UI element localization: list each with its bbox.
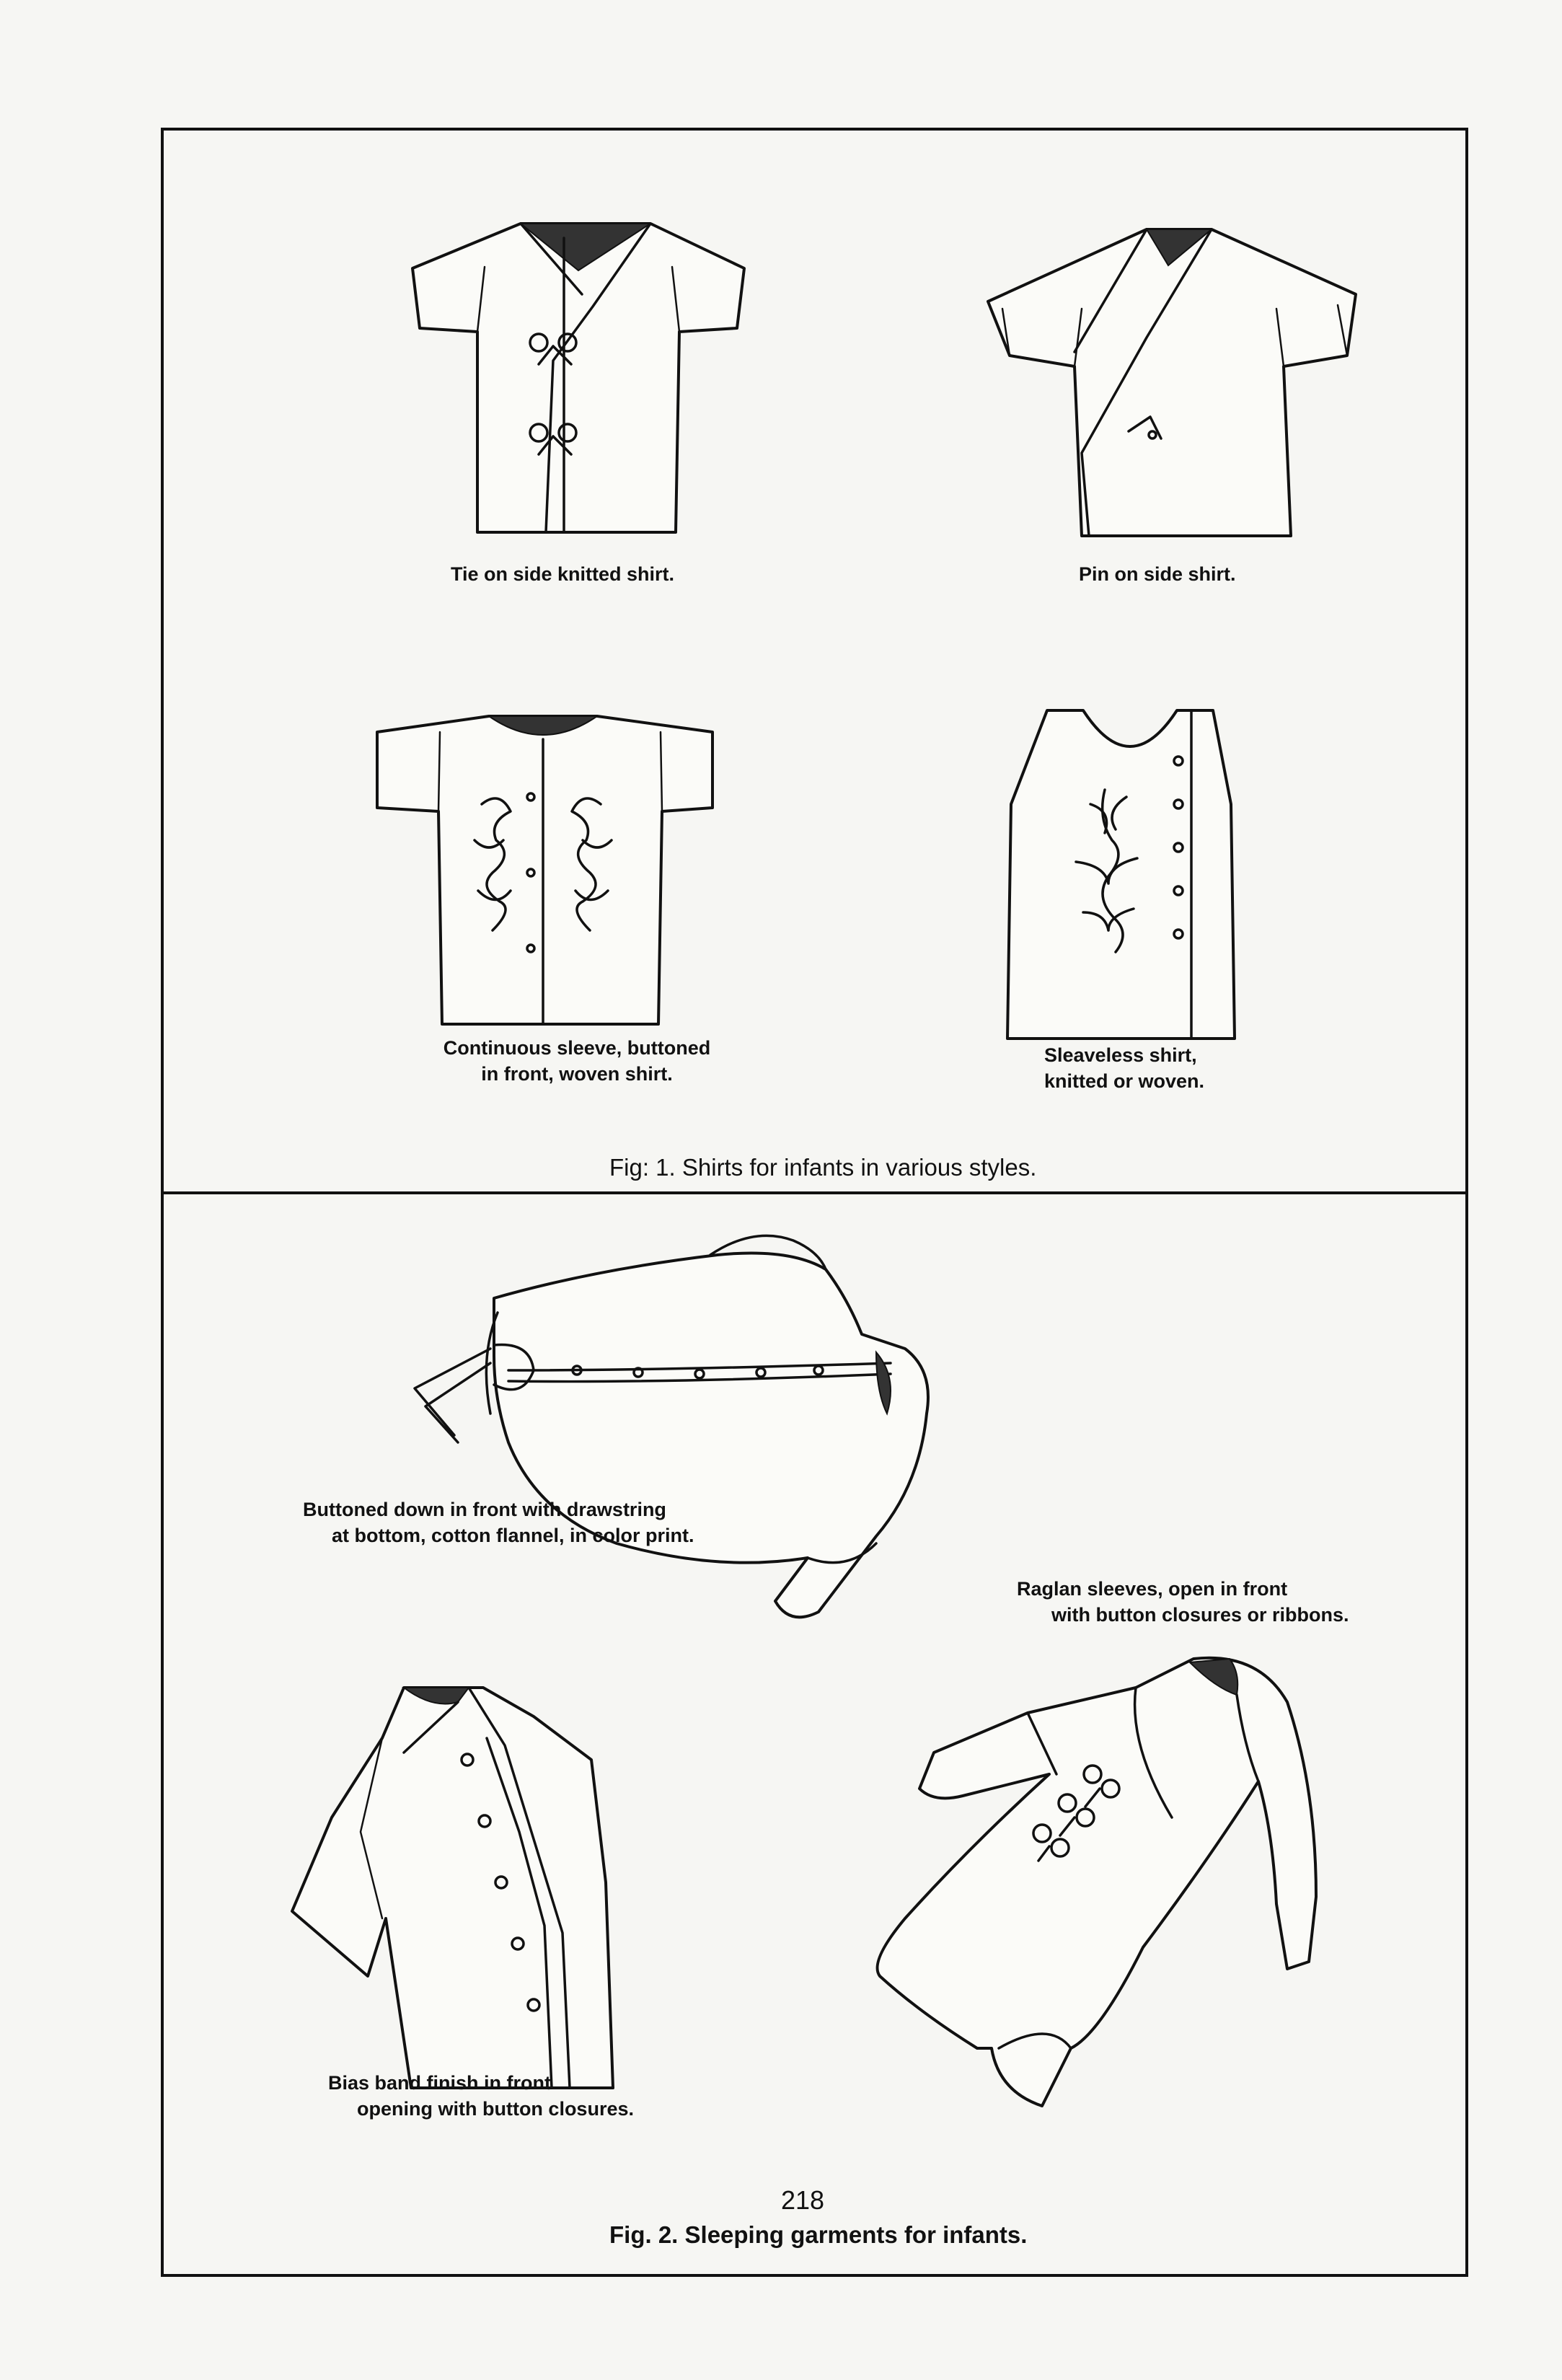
caption-pin-side-shirt [1079, 561, 1236, 587]
pin-side-shirt-illustration [981, 222, 1356, 539]
figure-1-caption: Fig: 1. Shirts for infants in various styles. [609, 1154, 1037, 1181]
caption-bias-band-gown [328, 2070, 634, 2122]
caption-line: with button closures or ribbons. [1051, 1604, 1349, 1626]
caption-line: at bottom, cotton flannel, in color print. [332, 1525, 694, 1546]
caption-tie-side-shirt [451, 561, 674, 587]
caption-line: Sleaveless shirt, [1044, 1044, 1197, 1066]
caption-line: Bias band finish in front [328, 2072, 551, 2094]
caption-line: knitted or woven. [1044, 1070, 1205, 1092]
caption-line: Raglan sleeves, open in front [1017, 1578, 1288, 1600]
drawstring-gown-illustration [415, 1226, 970, 1630]
caption-line: Continuous sleeve, buttoned [443, 1037, 711, 1059]
page-number: 218 [781, 2185, 825, 2215]
bias-band-gown-illustration [288, 1673, 627, 2092]
caption-line: opening with button closures. [357, 2098, 634, 2120]
caption-line: Buttoned down in front with drawstring [303, 1499, 666, 1520]
caption-continuous-sleeve-shirt [407, 1035, 746, 1087]
tie-side-shirt-illustration [412, 216, 744, 534]
caption-sleeveless-shirt [1044, 1042, 1204, 1094]
caption-raglan-sleeve-gown [1017, 1576, 1349, 1628]
continuous-sleeve-shirt-illustration [374, 710, 714, 1028]
figure-2-caption: Fig. 2. Sleeping garments for infants. [609, 2221, 1028, 2248]
caption-drawstring-gown [303, 1497, 694, 1548]
sleeveless-shirt-illustration [997, 703, 1271, 1042]
figure-divider [161, 1191, 1468, 1194]
caption-line: Pin on side shirt. [1079, 563, 1236, 585]
raglan-sleeve-gown-illustration [826, 1644, 1331, 2106]
caption-line: Tie on side knitted shirt. [451, 563, 675, 585]
caption-line: in front, woven shirt. [481, 1063, 673, 1085]
